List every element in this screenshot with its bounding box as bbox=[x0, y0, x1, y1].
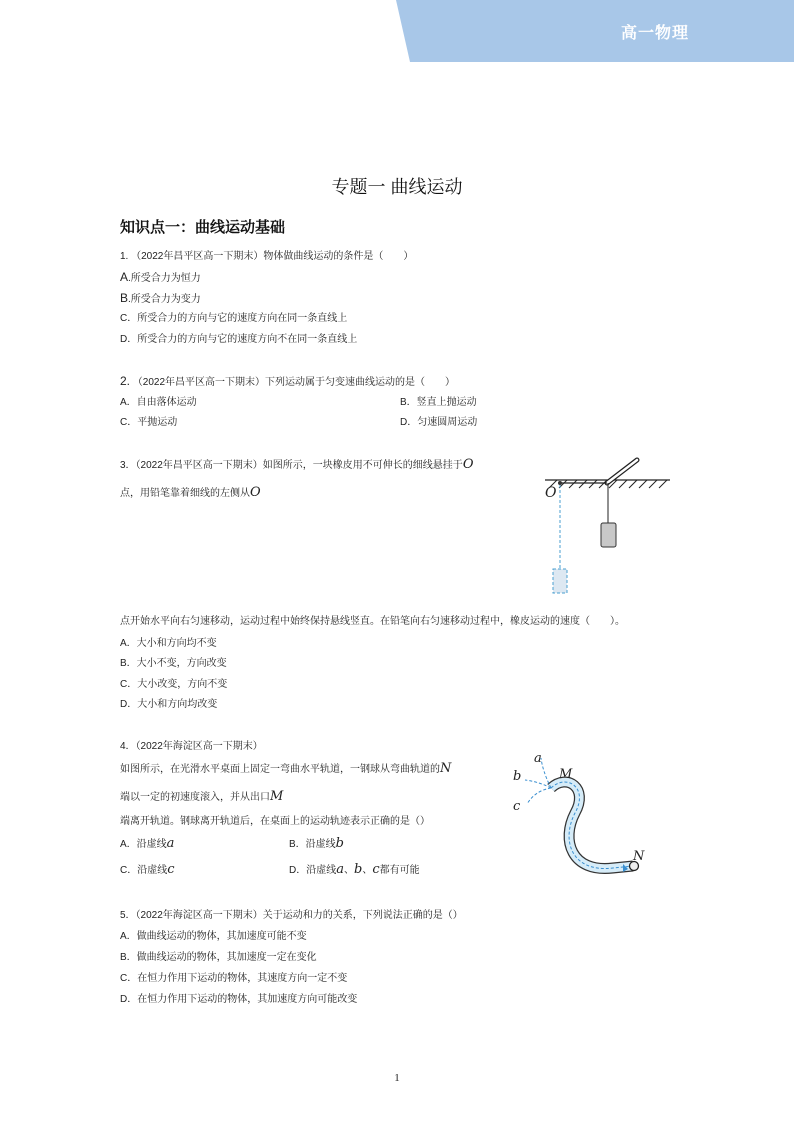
q3-symbol-o-1: O bbox=[462, 457, 474, 472]
q3-line-1 bbox=[120, 458, 473, 473]
track-centerline bbox=[551, 782, 633, 868]
q4-option-d-text: D．沿虚线 bbox=[289, 865, 337, 876]
q4-option-c-text: C．沿虚线 bbox=[120, 865, 168, 876]
q4-line-2 bbox=[120, 790, 283, 805]
q1-stem: （2022年昌平区高一下期末）物体做曲线运动的条件是（ ） bbox=[131, 251, 414, 262]
q4-option-d-symbol-b: b bbox=[354, 862, 363, 877]
q4-option-d-symbol-a: a bbox=[336, 862, 344, 877]
q4-option-b bbox=[289, 837, 344, 852]
q3-option-c: C．大小改变，方向不变 bbox=[120, 679, 228, 690]
q4-symbol-m: M bbox=[270, 789, 284, 804]
figure-label-n: N bbox=[633, 849, 645, 864]
q3-text-2: 点，用铅笔靠着细线的左侧从 bbox=[120, 488, 250, 499]
q4-option-d-sep-1: 、 bbox=[344, 865, 354, 876]
q2-stem: （2022年昌平区高一下期末）下列运动属于匀变速曲线运动的是（ ） bbox=[132, 377, 456, 388]
q1-option-a-letter: A bbox=[120, 270, 129, 284]
pivot-o bbox=[558, 481, 562, 485]
q4-option-a-symbol: a bbox=[166, 836, 175, 851]
q3-text-1: （2022年昌平区高一下期末）如图所示，一块橡皮用不可伸长的细线悬挂于 bbox=[135, 460, 463, 471]
q2-option-a: A．自由落体运动 bbox=[120, 397, 197, 408]
q4-header bbox=[120, 740, 263, 754]
eraser bbox=[601, 523, 616, 547]
track-outer bbox=[551, 782, 633, 868]
q1-number: 1. bbox=[120, 251, 129, 262]
q3-option-b: B．大小不变，方向改变 bbox=[120, 658, 227, 669]
q5-question bbox=[120, 909, 463, 923]
q1-option-a-text: .所受合力为恒力 bbox=[128, 273, 201, 284]
q4-text-1: 如图所示，在光滑水平桌面上固定一弯曲水平轨道，一钢球从弯曲轨道的 bbox=[120, 764, 440, 775]
page-title: 专题一 曲线运动 bbox=[331, 177, 463, 197]
q2-option-d: D．匀速圆周运动 bbox=[400, 417, 478, 428]
section-heading: 知识点一：曲线运动基础 bbox=[120, 219, 286, 236]
q4-option-d-suffix: 都有可能 bbox=[379, 865, 420, 876]
track-inner bbox=[551, 782, 633, 868]
q3-line-2 bbox=[120, 486, 261, 501]
q4-option-a-text: A．沿虚线 bbox=[120, 839, 167, 850]
figure-label-c: c bbox=[513, 799, 521, 814]
q4-option-c bbox=[120, 863, 175, 878]
q1-option-d: D．所受合力的方向与它的速度方向不在同一条直线上 bbox=[120, 334, 358, 345]
page-number: 1 bbox=[394, 1072, 400, 1084]
q3-option-d: D．大小和方向均改变 bbox=[120, 699, 218, 710]
q2-option-c: C．平抛运动 bbox=[120, 417, 178, 428]
q1-option-b-letter: B bbox=[120, 291, 129, 305]
q4-option-b-symbol: b bbox=[335, 836, 344, 851]
q3-symbol-o-2: O bbox=[250, 485, 261, 500]
q2-question bbox=[120, 374, 455, 390]
q4-line-3: 端离开轨道。钢球离开轨道后，在桌面上的运动轨迹表示正确的是（） bbox=[120, 816, 430, 827]
figure-label-m: M bbox=[559, 767, 573, 782]
q1-option-a bbox=[120, 270, 201, 286]
q5-option-b: B．做曲线运动的物体，其加速度一定在变化 bbox=[120, 952, 317, 963]
q1-option-c: C．所受合力的方向与它的速度方向在同一条直线上 bbox=[120, 313, 348, 324]
q5-option-a: A．做曲线运动的物体，其加速度可能不变 bbox=[120, 931, 307, 942]
subject-label: 高一物理 bbox=[620, 25, 689, 42]
q4-option-d-sep-2: 、 bbox=[362, 865, 373, 876]
q1-option-b-text: .所受合力为变力 bbox=[128, 294, 201, 305]
q3-number: 3． bbox=[120, 460, 136, 471]
q4-option-c-symbol: c bbox=[167, 862, 175, 877]
q4-option-d bbox=[289, 863, 420, 878]
q5-option-c: C．在恒力作用下运动的物体，其速度方向一定不变 bbox=[120, 973, 348, 984]
q4-source: （2022年海淀区高一下期末） bbox=[135, 741, 263, 752]
q4-number: 4． bbox=[120, 741, 136, 752]
q3-option-a: A．大小和方向均不变 bbox=[120, 638, 217, 649]
q4-line-1 bbox=[120, 762, 451, 777]
q4-text-2: 端以一定的初速度滚入，并从出口 bbox=[120, 792, 270, 803]
eraser-final-position bbox=[553, 569, 567, 593]
q3-figure bbox=[535, 455, 680, 605]
q5-number: 5． bbox=[120, 910, 136, 921]
q4-option-b-text: B．沿虚线 bbox=[289, 839, 336, 850]
q2-number: 2. bbox=[120, 374, 131, 388]
q4-figure bbox=[505, 748, 655, 888]
q1-question bbox=[120, 250, 413, 264]
path-c bbox=[527, 788, 551, 804]
q5-option-d: D．在恒力作用下运动的物体，其加速度方向可能改变 bbox=[120, 994, 358, 1005]
path-b bbox=[525, 780, 551, 788]
q2-option-b: B．竖直上抛运动 bbox=[400, 397, 477, 408]
q4-option-a bbox=[120, 837, 174, 852]
q4-symbol-n: N bbox=[440, 761, 452, 776]
q3-line-3: 点开始水平向右匀速移动，运动过程中始终保持悬线竖直。在铅笔向右匀速移动过程中，橡皮运动的速度（ ）。 bbox=[120, 616, 625, 627]
figure-label-a: a bbox=[534, 751, 542, 766]
figure-label-o: O bbox=[545, 485, 557, 501]
q1-option-b bbox=[120, 291, 201, 307]
q5-stem: （2022年海淀区高一下期末）关于运动和力的关系，下列说法正确的是（） bbox=[135, 910, 463, 921]
figure-label-b: b bbox=[513, 769, 522, 784]
q4-option-d-symbol-c: c bbox=[372, 862, 380, 877]
